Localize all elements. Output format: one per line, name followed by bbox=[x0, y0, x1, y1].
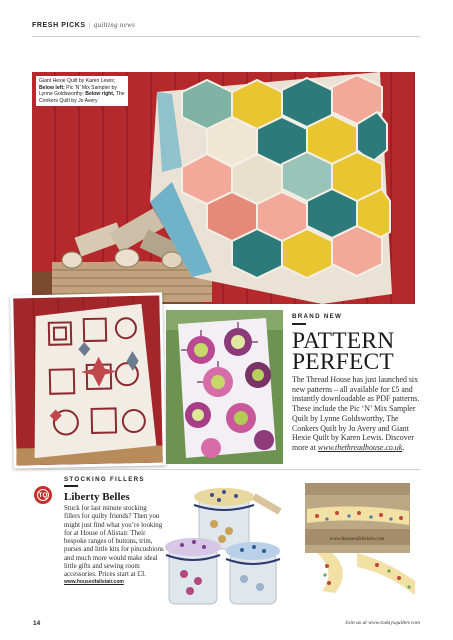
sampler-illustration bbox=[13, 295, 162, 465]
header-separator: | bbox=[88, 21, 91, 29]
photo-conkers-quilt bbox=[166, 310, 283, 464]
subsection-name: quilting news bbox=[93, 21, 136, 29]
tq-badge-icon bbox=[34, 486, 52, 504]
header-rule bbox=[32, 36, 420, 37]
article-headline bbox=[292, 328, 395, 375]
stocking-kicker-rule bbox=[64, 485, 78, 487]
stocking-body: Stuck for last minute stocking fillers for quilty friends? Then you might just find what you’re looking for at House of Alistair. Their bespoke ranges of buttons, trim, purses and little kits for pincushions and much more would make ideal little gifts and sewing room accessories. Prices start at £3. bbox=[64, 505, 164, 579]
caption-bold-1: Below left; bbox=[39, 84, 65, 91]
photo-fabric-jars bbox=[164, 479, 294, 614]
article-link-end: . bbox=[402, 442, 405, 452]
photo-sampler-quilt bbox=[10, 292, 166, 468]
headline-line-2: PERFECT bbox=[292, 349, 394, 375]
hero-illustration bbox=[32, 72, 415, 304]
footer-join-text[interactable]: Join us at www.todaysquilter.com bbox=[345, 620, 420, 626]
article-body bbox=[292, 375, 424, 453]
trim-card-url: www.houseofalistair.com bbox=[329, 536, 385, 542]
article-kicker: BRAND NEW bbox=[292, 313, 343, 320]
stocking-title: Liberty Belles bbox=[64, 491, 130, 503]
kicker-rule bbox=[292, 323, 306, 325]
hero-photo-hexie-quilt bbox=[32, 72, 415, 304]
conkers-illustration bbox=[166, 310, 283, 464]
caption-text-2: Pic ‘N’ Mix Sampler by Lynne Goldsworthy; bbox=[39, 84, 117, 98]
caption-text-1: Giant Hexie Quilt by Karen Lewis; bbox=[39, 78, 116, 84]
stocking-url[interactable]: www.houseofalistair.com bbox=[64, 579, 124, 585]
section-header bbox=[32, 21, 135, 29]
caption-bold-2: Below right, bbox=[83, 91, 115, 98]
stocking-kicker: STOCKING FILLERS bbox=[64, 476, 145, 483]
badge-label: TQ bbox=[37, 489, 49, 501]
trim-illustration bbox=[297, 481, 418, 598]
section-divider bbox=[32, 469, 420, 470]
photo-liberty-trim bbox=[297, 481, 418, 598]
jars-illustration bbox=[164, 479, 294, 614]
section-name: FRESH PICKS bbox=[32, 22, 86, 29]
article-body-text: The Thread House has just launched six new patterns – all available for £5 and instantly downloadable as PDF patterns. These include the Pic ‘N’ Mix Sampler Quilt by Lynne Goldsworthy, The Conkers Quilt by Jo Avery and Giant Hexie Quilt by Karen Lewis. Discover more at bbox=[292, 375, 420, 452]
article-link[interactable]: www.thethreadhouse.co.uk bbox=[317, 442, 403, 452]
caption-text-3: The Conkers Quilt by Jo Avery bbox=[39, 91, 125, 104]
headline-line-1: PATTERN bbox=[292, 328, 395, 354]
hero-caption bbox=[36, 76, 128, 106]
page-number: 14 bbox=[33, 620, 41, 627]
